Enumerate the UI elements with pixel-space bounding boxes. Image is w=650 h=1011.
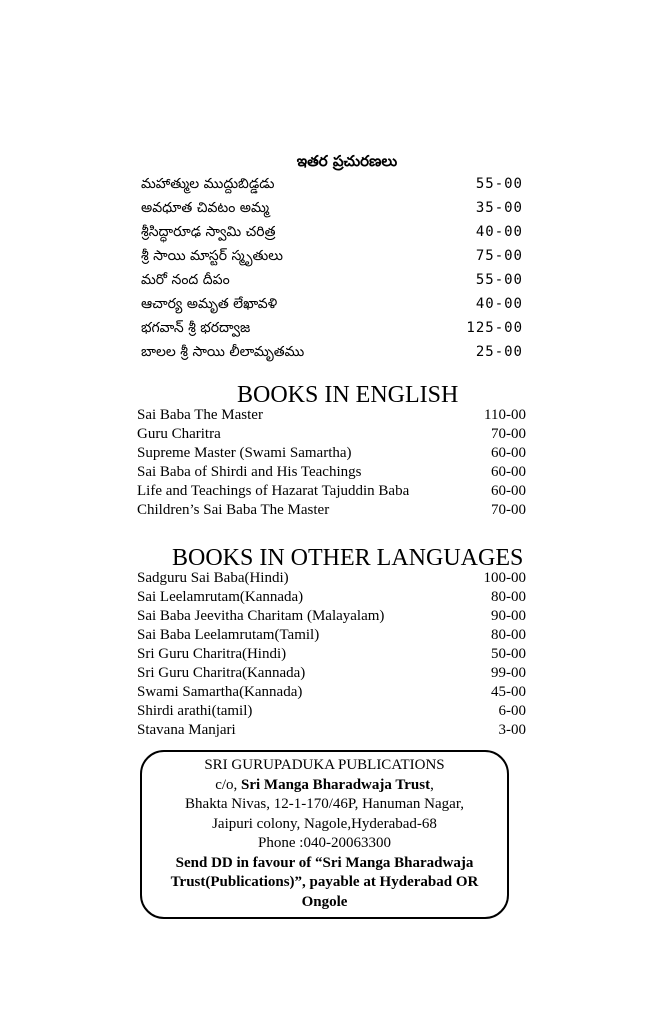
book-price: 60-00 (491, 483, 526, 499)
book-price: 35-00 (475, 200, 523, 216)
book-title: Stavana Manjari (137, 722, 236, 738)
book-row (137, 501, 526, 520)
trust-name: Sri Manga Bharadwaja Trust (241, 776, 431, 793)
book-row (141, 268, 523, 292)
book-title: Sadguru Sai Baba(Hindi) (137, 570, 289, 586)
book-row (137, 664, 526, 683)
book-price: 75-00 (475, 248, 523, 264)
book-row (137, 702, 526, 721)
english-section-title: BOOKS IN ENGLISH (237, 382, 459, 408)
book-price: 100-00 (483, 570, 526, 586)
book-row (137, 645, 526, 664)
book-price: 55-00 (475, 272, 523, 288)
book-price: 45-00 (491, 684, 526, 700)
book-row (141, 244, 523, 268)
book-row (141, 340, 523, 364)
book-row (137, 683, 526, 702)
book-title: Shirdi arathi(tamil) (137, 703, 253, 719)
payment-instruction-3: Ongole (301, 893, 348, 910)
book-title: Supreme Master (Swami Samartha) (137, 445, 352, 461)
book-row (141, 220, 523, 244)
book-row (137, 626, 526, 645)
address-line-2: Jaipuri colony, Nagole,Hyderabad-68 (212, 815, 437, 832)
book-row (137, 482, 526, 501)
address-line-1: Bhakta Nivas, 12-1-170/46P, Hanuman Nagar, (185, 796, 464, 812)
book-price: 110-00 (484, 407, 526, 423)
book-title: Sai Baba The Master (137, 407, 263, 423)
book-row (137, 721, 526, 740)
care-of-suffix: , (430, 776, 434, 793)
book-title: Children’s Sai Baba The Master (137, 502, 330, 518)
publisher-name: SRI GURUPADUKA PUBLICATIONS (204, 757, 445, 773)
book-title: శ్రీసిద్ధారూఢ స్వామి చరిత్ర (141, 224, 276, 240)
publisher-address-box (140, 750, 509, 919)
other-languages-section-title: BOOKS IN OTHER LANGUAGES (172, 545, 524, 571)
telugu-book-list (141, 172, 523, 364)
book-title: మహాత్ముల ముద్దుబిడ్డడు (141, 176, 275, 192)
book-title: ఆచార్య అమృత లేఖావళి (141, 296, 278, 312)
book-title: Sai Baba Jeevitha Charitam (Malayalam) (137, 608, 385, 624)
book-price: 50-00 (491, 646, 526, 662)
care-of-line (142, 776, 507, 796)
book-title: బాలల శ్రీ సాయి లీలామృతము (141, 344, 305, 360)
book-price: 80-00 (491, 589, 526, 605)
book-row (141, 316, 523, 340)
book-price: 70-00 (491, 426, 526, 442)
payment-instruction-2: Trust(Publications)”, payable at Hyderabad OR (170, 874, 479, 890)
book-price: 80-00 (491, 627, 526, 643)
telugu-section-title: ఇతర ప్రచురణలు (296, 152, 398, 170)
english-book-list (137, 406, 526, 520)
book-row (137, 406, 526, 425)
book-row (137, 463, 526, 482)
book-title: Sri Guru Charitra(Kannada) (137, 665, 306, 681)
book-row (137, 588, 526, 607)
book-price: 99-00 (491, 665, 526, 681)
book-title: శ్రీ సాయి మాస్టర్ స్మృతులు (141, 248, 283, 264)
book-price: 90-00 (491, 608, 526, 624)
book-price: 25-00 (475, 344, 523, 360)
care-of-prefix: c/o, (215, 776, 242, 793)
book-title: Sai Baba Leelamrutam(Tamil) (137, 627, 320, 643)
book-title: భగవాన్ శ్రీ భరద్వాజ (141, 320, 251, 336)
book-price: 60-00 (491, 445, 526, 461)
book-title: Life and Teachings of Hazarat Tajuddin Baba (137, 483, 410, 499)
book-title: Sai Baba of Shirdi and His Teachings (137, 464, 362, 480)
book-row (137, 569, 526, 588)
phone-number: Phone :040-20063300 (258, 835, 391, 851)
book-price: 55-00 (475, 176, 523, 192)
book-price: 40-00 (475, 296, 523, 312)
book-title: Sri Guru Charitra(Hindi) (137, 646, 287, 662)
payment-instruction-1: Send DD in favour of “Sri Manga Bharadwaja (175, 854, 474, 871)
book-title: అవధూత చివటం అమ్మ (141, 200, 270, 216)
book-row (141, 172, 523, 196)
book-price: 3-00 (498, 722, 526, 738)
book-row (137, 607, 526, 626)
book-price: 40-00 (475, 224, 523, 240)
book-title: Swami Samartha(Kannada) (137, 684, 303, 700)
book-price: 6-00 (498, 703, 526, 719)
book-title: Guru Charitra (137, 426, 221, 442)
book-row (141, 196, 523, 220)
book-price: 60-00 (491, 464, 526, 480)
book-row (137, 425, 526, 444)
book-price: 70-00 (491, 502, 526, 518)
book-row (137, 444, 526, 463)
other-languages-book-list (137, 569, 526, 740)
book-price: 125-00 (466, 320, 523, 336)
book-title: మరో నంద దీపం (141, 272, 230, 288)
book-title: Sai Leelamrutam(Kannada) (137, 589, 304, 605)
telugu-publications-section (141, 150, 523, 364)
book-row (141, 292, 523, 316)
